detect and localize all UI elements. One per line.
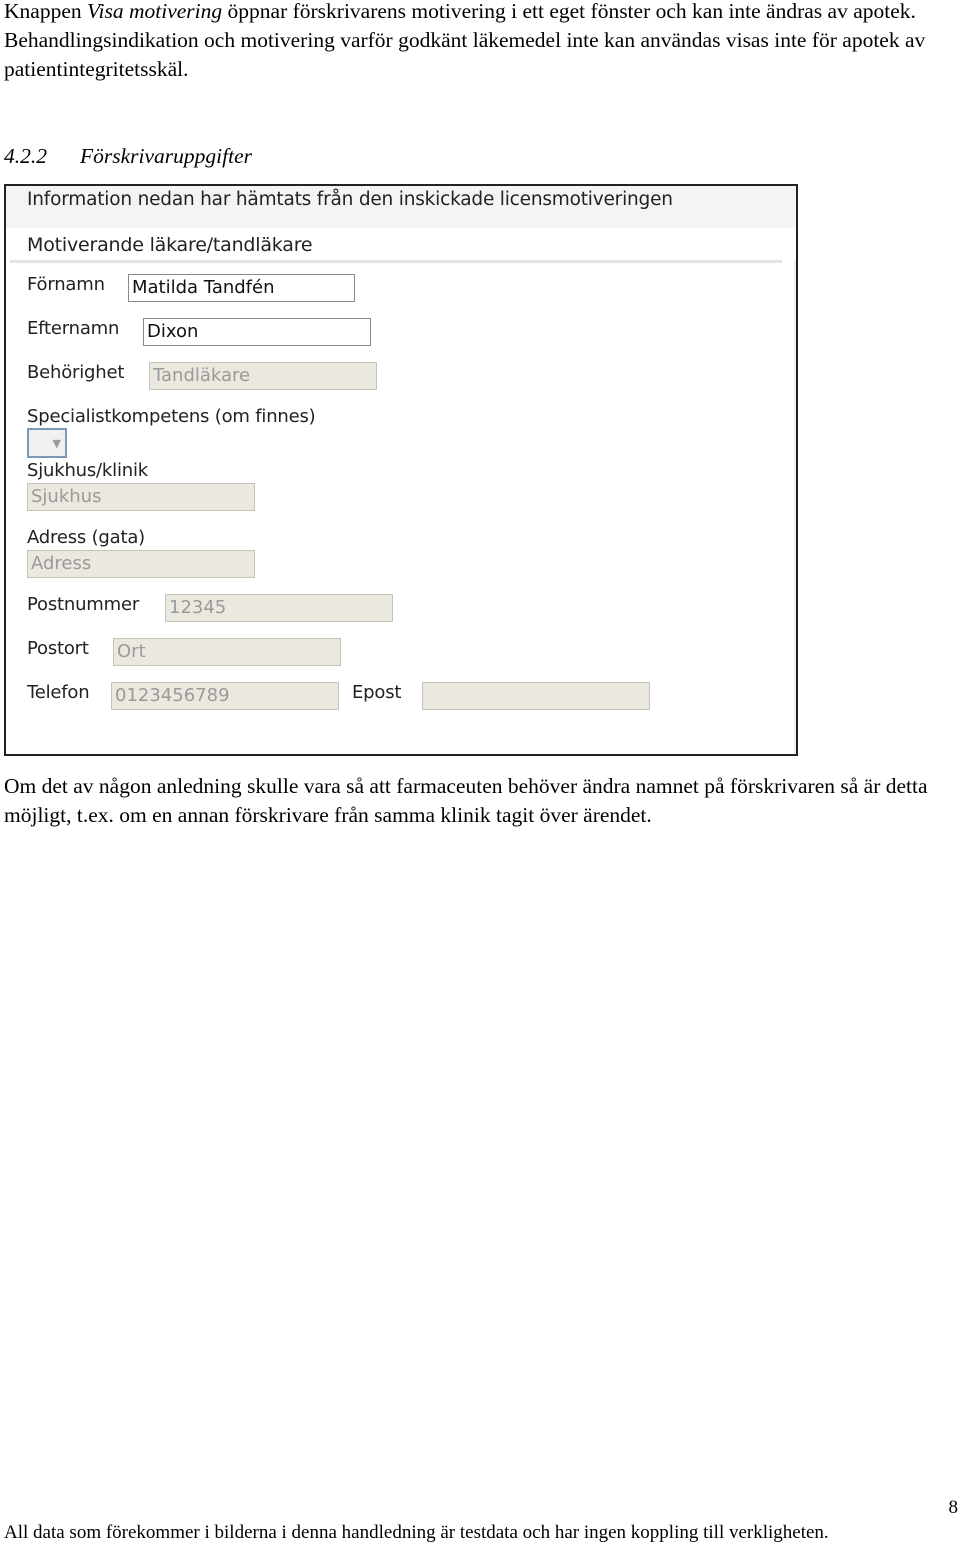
postort-label: Postort bbox=[27, 638, 89, 659]
epost-label: Epost bbox=[352, 682, 402, 703]
page-number: 8 bbox=[948, 1497, 958, 1518]
prescriber-form-screenshot bbox=[4, 184, 798, 756]
postnummer-label: Postnummer bbox=[27, 594, 140, 615]
postnummer-field: 12345 bbox=[165, 594, 393, 622]
section-heading bbox=[4, 142, 252, 171]
epost-field bbox=[422, 682, 650, 710]
specialist-select[interactable] bbox=[27, 428, 67, 458]
intro-paragraph bbox=[4, 0, 954, 84]
after-paragraph: Om det av någon anledning skulle vara så att farmaceuten behöver ändra namnet på förskrivaren så är detta möjligt, t.ex. om en annan förskrivare från samma klinik tagit över ärendet. bbox=[4, 774, 928, 827]
fornamn-label: Förnamn bbox=[27, 274, 105, 295]
efternamn-label: Efternamn bbox=[27, 318, 120, 339]
telefon-field: 0123456789 bbox=[111, 682, 339, 710]
intro-button-name: Visa motivering bbox=[87, 0, 223, 23]
adress-field: Adress bbox=[27, 550, 255, 578]
panel-edge bbox=[794, 260, 796, 754]
section-number: 4.2.2 bbox=[4, 144, 47, 168]
adress-label: Adress (gata) bbox=[27, 527, 145, 548]
telefon-label: Telefon bbox=[27, 682, 90, 703]
chevron-down-icon: ▼ bbox=[52, 437, 61, 450]
sjukhus-field: Sjukhus bbox=[27, 483, 255, 511]
form-section-title: Motiverande läkare/tandläkare bbox=[27, 234, 313, 256]
behorighet-label: Behörighet bbox=[27, 362, 125, 383]
section-divider bbox=[10, 260, 782, 263]
postort-field: Ort bbox=[113, 638, 341, 666]
section-title: Förskrivaruppgifter bbox=[80, 144, 252, 168]
intro-text-2: öppnar förskrivarens motivering i ett eget fönster och kan inte ändras av apotek. Behandlingsindikation och motivering varför godkänt läkemedel inte kan användas visas inte för apotek av patientintegritetsskäl. bbox=[4, 0, 926, 81]
efternamn-field[interactable]: Dixon bbox=[143, 318, 371, 346]
specialist-label: Specialistkompetens (om finnes) bbox=[27, 406, 316, 427]
fornamn-field[interactable]: Matilda Tandfén bbox=[128, 274, 355, 302]
behorighet-field: Tandläkare bbox=[149, 362, 377, 390]
intro-text-1: Knappen bbox=[4, 0, 87, 23]
info-text: Information nedan har hämtats från den inskickade licensmotiveringen bbox=[27, 189, 673, 210]
sjukhus-label: Sjukhus/klinik bbox=[27, 460, 148, 481]
footer-disclaimer: All data som förekommer i bilderna i denna handledning är testdata och har ingen koppling till verkligheten. bbox=[4, 1522, 829, 1543]
